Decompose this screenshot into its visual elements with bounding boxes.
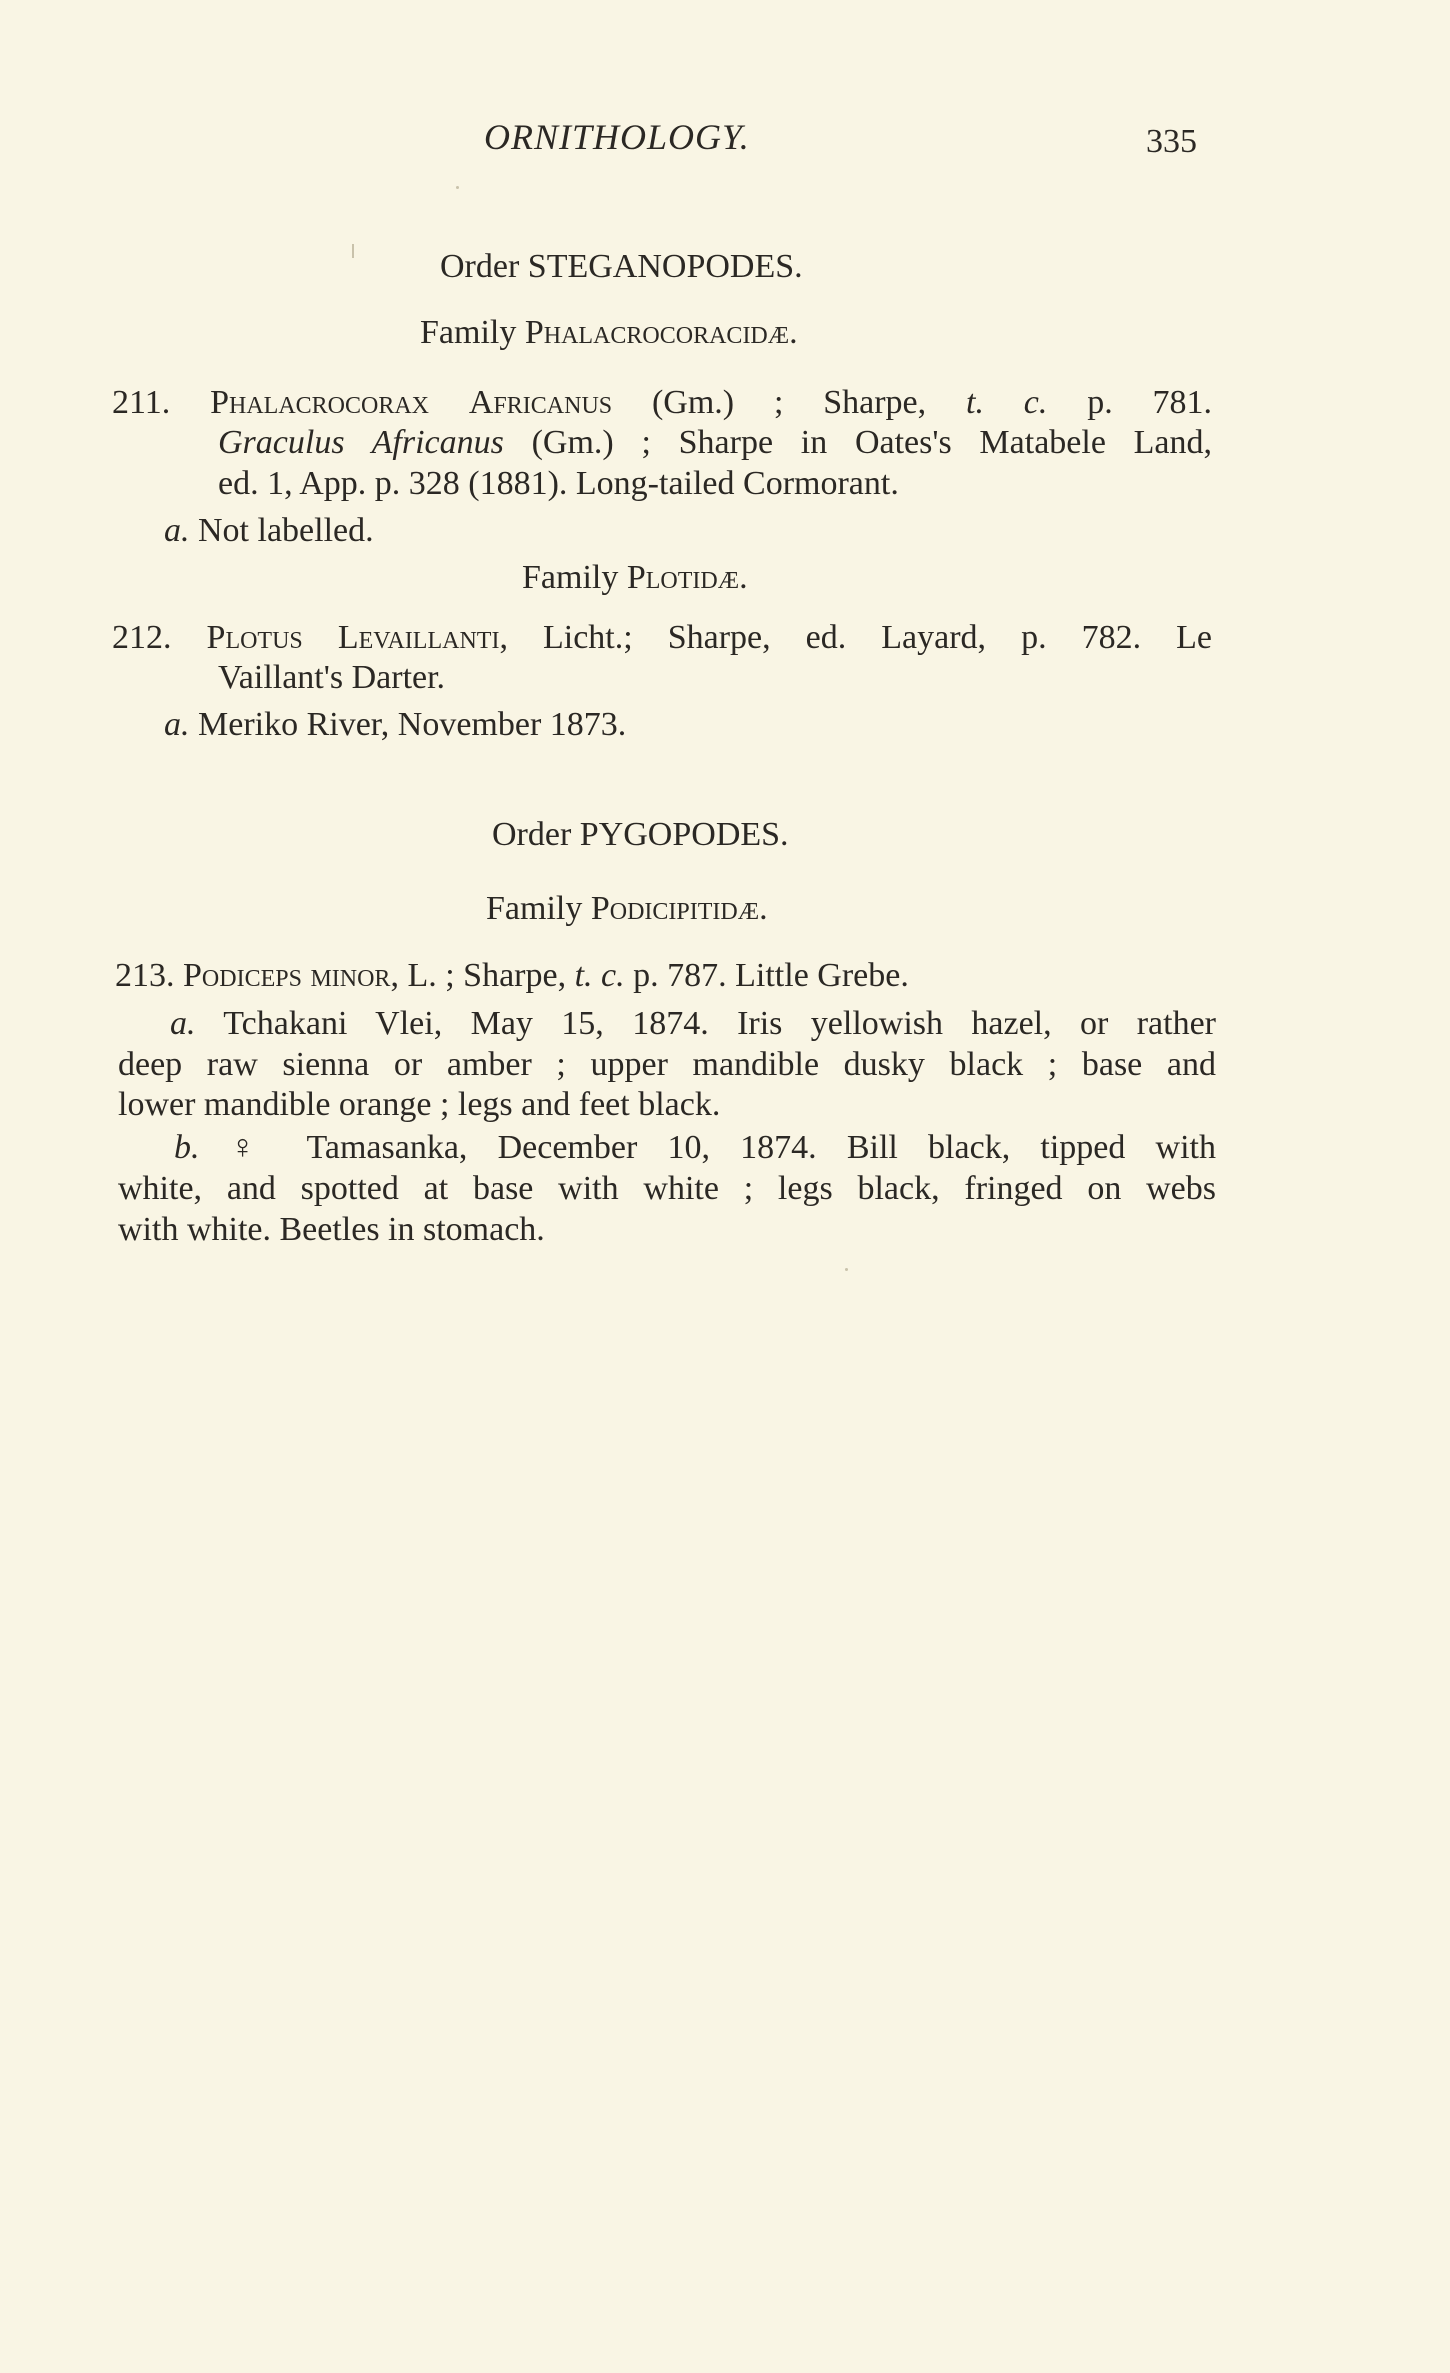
species-name: Levaillanti, (337, 619, 508, 656)
speck (456, 186, 459, 189)
specimen-a (164, 511, 374, 552)
specimen-letter: a. (164, 512, 190, 549)
family-name: Plotidæ. (626, 559, 748, 596)
speck (845, 1268, 848, 1271)
genus-name: Podiceps (183, 957, 302, 994)
genus-name: Plotus (206, 619, 303, 656)
ref-tc: t. c. (574, 957, 625, 994)
order-heading: Order STEGANOPODES. (440, 248, 803, 285)
specimen-a-line-2: deep raw sienna or amber ; upper mandible dusky black ; base and (118, 1046, 1216, 1083)
entry-number: 211. (112, 384, 171, 421)
order-heading: Order PYGOPODES. (492, 816, 789, 853)
family-heading (420, 313, 798, 354)
specimen-b-line-3: with white. Beetles in stomach. (118, 1211, 545, 1248)
ref-tc: t. c. (966, 384, 1048, 421)
page-number: 335 (1146, 123, 1197, 160)
specimen-text: Meriko River, November 1873. (198, 706, 627, 743)
family-name: Phalacrocoracidæ. (524, 314, 798, 351)
entry-212-line-1 (112, 618, 1212, 659)
synonym-citation: (Gm.) ; Sharpe in Oates's Matabele Land, (531, 424, 1213, 461)
entry-212-line-2: Vaillant's Darter. (218, 659, 446, 696)
citation: L. ; Sharpe, (407, 957, 567, 994)
species-name: minor, (310, 957, 399, 994)
specimen-letter: a. (170, 1005, 196, 1042)
specimen-letter: a. (164, 706, 190, 743)
family-heading (522, 558, 748, 599)
specimen-letter: b. (174, 1129, 200, 1166)
citation: Licht.; Sharpe, ed. Layard, p. 782. Le (542, 619, 1212, 656)
specimen-b-line-2: white, and spotted at base with white ; legs black, fringed on webs (118, 1170, 1216, 1207)
synonym-name: Graculus Africanus (218, 424, 504, 461)
specimen-a-line-3: lower mandible orange ; legs and feet black. (118, 1086, 721, 1123)
specimen-a-line-1 (170, 1004, 1216, 1045)
family-name: Podicipitidæ. (590, 890, 768, 927)
genus-name: Phalacrocorax (210, 384, 430, 421)
family-prefix: Family (522, 559, 619, 596)
entry-211-line-3: ed. 1, App. p. 328 (1881). Long-tailed Cormorant. (218, 465, 899, 502)
specimen-text: ♀ Tamasanka, December 10, 1874. Bill black, tipped with (229, 1129, 1216, 1166)
entry-number: 212. (112, 619, 172, 656)
entry-213-line-1 (115, 956, 909, 997)
family-prefix: Family (486, 890, 583, 927)
entry-211-line-2 (218, 423, 1212, 464)
specimen-text: Not labelled. (198, 512, 374, 549)
citation-page: p. 787. Little Grebe. (633, 957, 909, 994)
speck (352, 244, 354, 258)
entry-211-line-1 (112, 383, 1212, 424)
species-name: Africanus (468, 384, 613, 421)
entry-number: 213. (115, 957, 175, 994)
specimen-text: Tchakani Vlei, May 15, 1874. Iris yellowish hazel, or rather (223, 1005, 1216, 1042)
family-prefix: Family (420, 314, 517, 351)
family-heading (486, 889, 768, 930)
running-title: ORNITHOLOGY. (484, 117, 750, 157)
citation: (Gm.) ; Sharpe, (651, 384, 927, 421)
specimen-a (164, 705, 626, 746)
citation-page: p. 781. (1087, 384, 1213, 421)
specimen-b-line-1 (174, 1128, 1216, 1169)
